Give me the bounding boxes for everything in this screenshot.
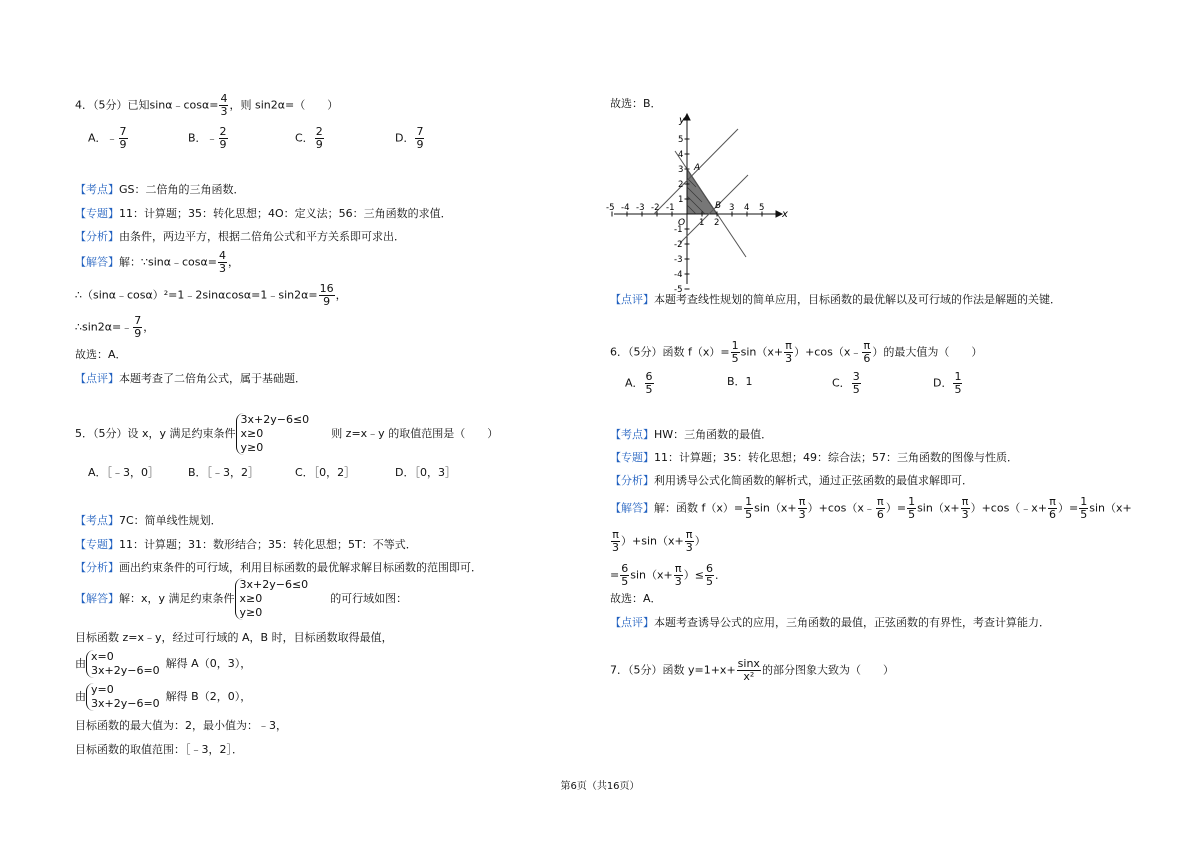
q4-kaodian: 【考点】GS：二倍角的三角函数． [75, 183, 245, 196]
constraint-line [675, 151, 746, 257]
q4-option-c[interactable]: C． $\frac{2}{9}$ [295, 125, 323, 151]
x-tick-label: -3 [636, 203, 645, 213]
q4-stem-fraction: $\frac{4}{3}$ [220, 92, 228, 118]
q5-option-b[interactable]: B．［﹣3，2］ [188, 466, 260, 479]
q4-stem [75, 93, 338, 118]
right-column [606, 0, 1132, 848]
q4-jieda: 【解答】解：∵sinα﹣cosα= $\frac{4}{3}$ ， [75, 249, 239, 275]
q4-option-d[interactable]: D． $\frac{7}{9}$ [395, 125, 424, 151]
point-a-label: A [694, 163, 701, 173]
x-tick-label: 2 [714, 218, 720, 228]
q6-dianping: 【点评】本题考查诱导公式的应用，三角函数的最值，正弦函数的有界性，考查计算能力． [610, 616, 1050, 629]
q4-fenxi: 【分析】由条件，两边平方，根据二倍角公式和平方关系即可求出． [75, 230, 405, 243]
x-tick-label: 3 [729, 203, 735, 213]
x-tick-label: -4 [621, 203, 630, 213]
q4-stem-tail: ，则 sin2α=（ ） [229, 98, 339, 112]
y-tick-label: -1 [674, 225, 683, 235]
q4-option-b[interactable]: B．﹣ $\frac{2}{9}$ [188, 125, 227, 151]
origin-label: O [678, 218, 686, 228]
q5-dianping: 【点评】本题考查线性规划的简单应用，目标函数的最优解以及可行域的作法是解题的关键． [610, 293, 1061, 306]
q6-solution-line-2: $\frac{\pi}{3}$ ）+sin（x+ $\frac{\pi}{3}$ ） [612, 528, 706, 554]
q6-jieda: 【解答】解：函数 f（x）= $\frac{1}{5}$ sin（x+ $\frac{\pi}{3}$ ）+cos（x﹣ $\frac{\pi}{6}$ ）= $\frac{1}{5}$ sin（x+ $\frac{\pi}{3}$ ）+cos（﹣x+ $\frac{\pi}{6}$ ）= $\frac{1}{5}$ sin（x+ [610, 495, 1132, 521]
q6-fenxi: 【分析】利用诱导公式化简函数的解析式，通过正弦函数的最值求解即可． [610, 474, 973, 487]
y-tick-label: 4 [678, 150, 684, 160]
y-tick-label: 2 [678, 180, 684, 190]
q4-answer: 故选：A． [75, 348, 127, 361]
feasible-region-graph [606, 112, 790, 295]
y-tick-label: -5 [674, 285, 683, 295]
x-tick-label: 1 [699, 218, 705, 228]
x-axis-label: x [782, 209, 788, 220]
q5-fenxi: 【分析】画出约束条件的可行域，利用目标函数的最优解求解目标函数的范围即可． [75, 561, 482, 574]
x-tick-label: -5 [606, 203, 615, 213]
q5-kaodian: 【考点】7C：简单线性规划． [75, 514, 222, 527]
q4-option-a[interactable]: A．﹣ $\frac{7}{9}$ [88, 125, 127, 151]
q5-constraint-system: 3x+2y−6≤0 x≥0 y≥0 [236, 413, 310, 455]
q6-option-d[interactable]: D． $\frac{1}{5}$ [933, 370, 962, 396]
q5-stem: 5．（5分）设 x，y 满足约束条件 3x+2y−6≤0 x≥0 y≥0 则 z=x﹣y 的取值范围是（ ） [75, 413, 499, 454]
q6-zhuanti: 【专题】11：计算题；35：转化思想；49：综合法；57：三角函数的图像与性质． [610, 451, 1018, 464]
x-tick-label: -1 [666, 203, 675, 213]
x-tick-group [606, 203, 764, 228]
y-tick-label: -2 [674, 240, 683, 250]
q4-stem-text: 4．（5分）已知sinα﹣cosα= [75, 98, 219, 112]
q5-answer: 故选：B． [610, 97, 662, 110]
left-column [75, 0, 595, 848]
q5-max-min: 目标函数的最大值为：2，最小值为：﹣3， [75, 719, 287, 732]
y-axis-label: y [679, 115, 685, 126]
q5-solve-b: 由 y=0 3x+2y−6=0 解得 B（2，0）， [75, 683, 252, 710]
point-b-label: B [715, 201, 722, 211]
q6-answer: 故选：A． [610, 592, 662, 605]
q7-stem: 7．（5分）函数 y=1+x+ $\frac{\sin x}{\text{x²}}$ 的部分图象大致为（ ） [610, 657, 894, 683]
y-tick-label: 5 [678, 135, 684, 145]
q5-solve-a: 由 x=0 3x+2y−6=0 解得 A（0，3）， [75, 650, 252, 677]
q5-zhuanti: 【专题】11：计算题；31：数形结合；35：转化思想；5T：不等式． [75, 538, 417, 551]
y-tick-label: -3 [674, 255, 683, 265]
q6-option-a[interactable]: A． $\frac{6}{5}$ [625, 370, 653, 396]
q5-option-c[interactable]: C．［0，2］ [295, 466, 356, 479]
q6-solution-line-3: = $\frac{6}{5}$ sin（x+ $\frac{\pi}{3}$ ）≤ $\frac{6}{5}$ ． [610, 562, 726, 588]
q6-stem: 6．（5分）函数 f（x）= $\frac{1}{5}$ sin（x+ $\frac{\pi}{3}$ ）+cos（x﹣ $\frac{\pi}{6}$ ）的最大值为（ ） [610, 339, 983, 365]
q6-option-c[interactable]: C． $\frac{3}{5}$ [832, 370, 860, 396]
x-tick-label: -2 [651, 203, 660, 213]
y-tick-label: 3 [678, 165, 684, 175]
q5-target-line: 目标函数 z=x﹣y，经过可行域的 A，B 时，目标函数取得最值， [75, 631, 393, 644]
y-tick-label: 1 [678, 195, 684, 205]
q6-option-b[interactable]: B．1 [727, 375, 753, 388]
q5-option-d[interactable]: D．［0，3］ [395, 466, 456, 479]
q4-zhuanti: 【专题】11：计算题；35：转化思想；4O：定义法；56：三角函数的求值． [75, 207, 452, 220]
q5-range: 目标函数的取值范围：［﹣3，2］． [75, 743, 243, 756]
q5-jieda: 【解答】解：x，y 满足约束条件 3x+2y−6≤0 x≥0 y≥0 的可行域如图： [75, 578, 408, 619]
q4-solution-line-2: ∴（sinα﹣cosα）²=1﹣2sinαcosα=1﹣sin2α= $\frac{16}{9}$ ， [75, 282, 347, 308]
q5-option-a[interactable]: A．［﹣3，0］ [88, 466, 160, 479]
page-footer: 第6页（共16页） [560, 781, 640, 792]
q4-solution-line-3: ∴sin2α=﹣ $\frac{7}{9}$ ， [75, 314, 155, 340]
x-tick-label: 4 [744, 203, 750, 213]
y-tick-label: -4 [674, 270, 683, 280]
x-tick-label: 5 [759, 203, 765, 213]
q6-kaodian: 【考点】HW：三角函数的最值． [610, 428, 773, 441]
q4-dianping: 【点评】本题考查了二倍角公式，属于基础题． [75, 372, 306, 385]
